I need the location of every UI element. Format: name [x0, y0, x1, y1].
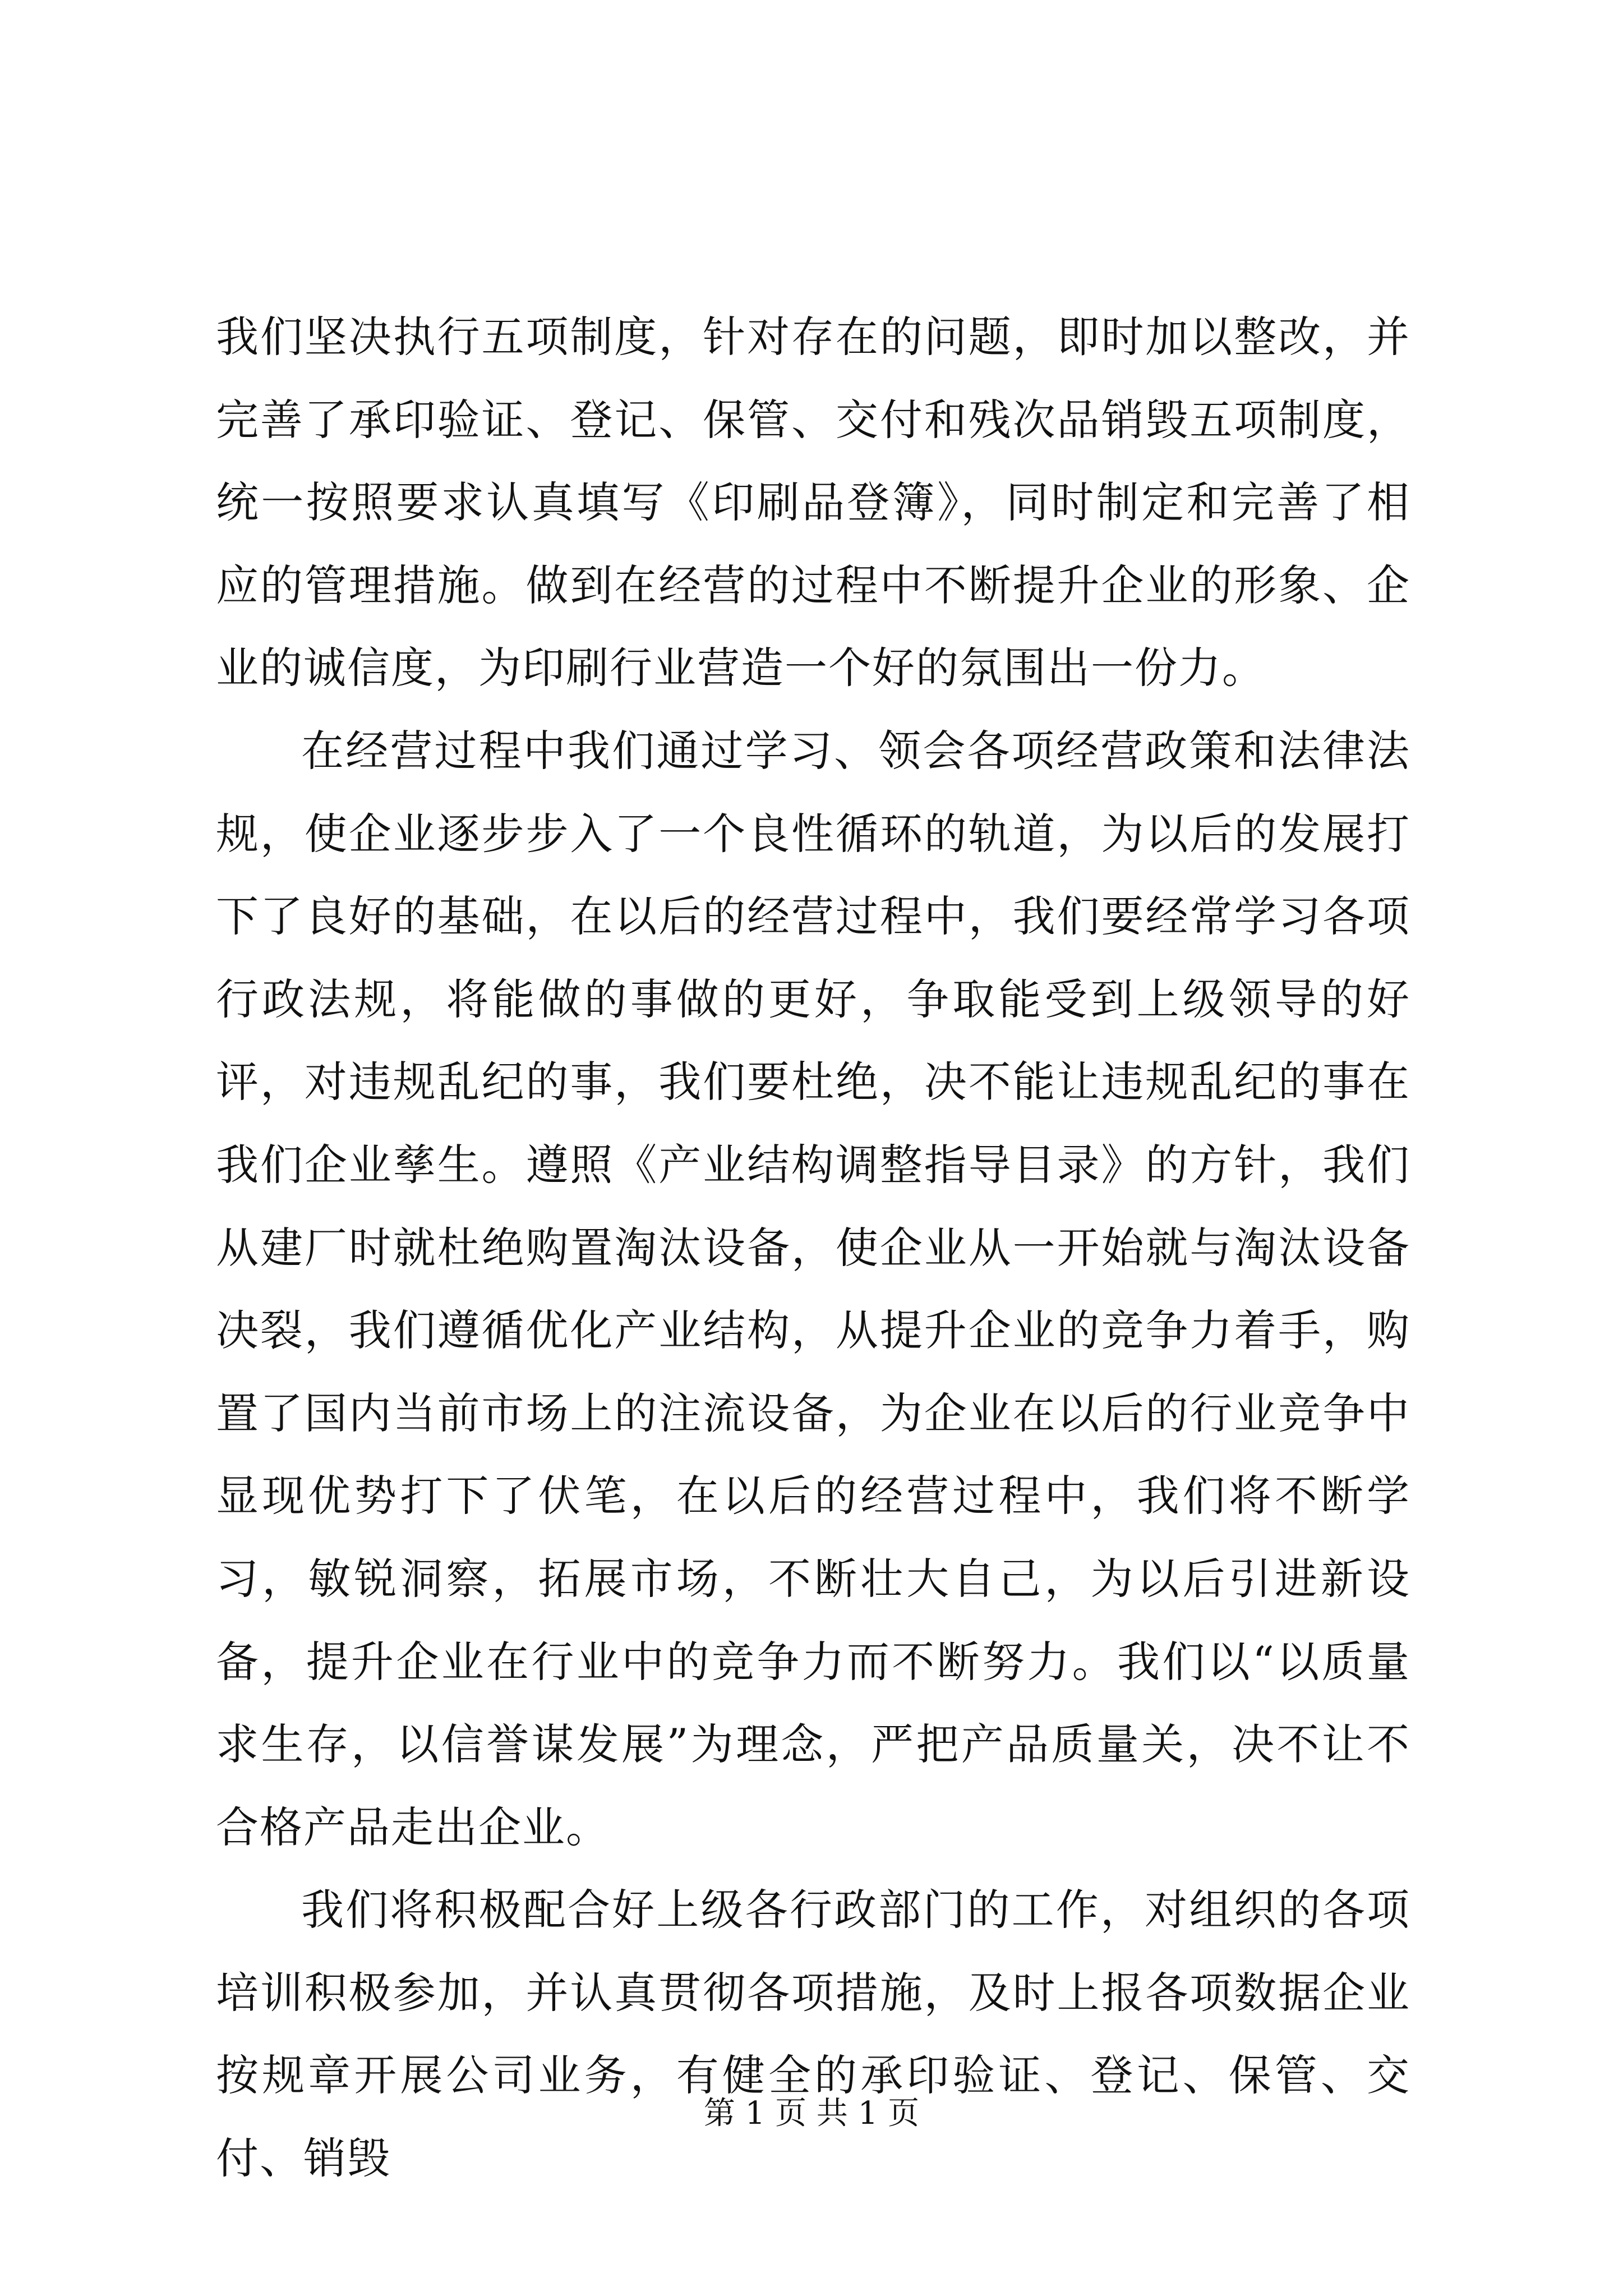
page-footer: 第 1 页 共 1 页	[703, 2095, 920, 2132]
paragraph-2: 在经营过程中我们通过学习、领会各项经营政策和法律法规，使企业逐步步入了一个良性循环的轨道，为以后的发展打下了良好的基础，在以后的经营过程中，我们要经常学习各项行政法规，将能做的事做的更好，争取能受到上级领导的好评，对违规乱纪的事，我们要杜绝，决不能让违规乱纪的事在我们企业孳生。遵照《产业结构调整指导目录》的方针，我们从建厂时就杜绝购置淘汰设备，使企业从一开始就与淘汰设备决裂，我们遵循优化产业结构，从提升企业的竞争力着手，购置了国内当前市场上的注流设备，为企业在以后的行业竞争中显现优势打下了伏笔，在以后的经营过程中，我们将不断学习，敏锐洞察，拓展市场，不断壮大自己，为以后引进新设备，提升企业在行业中的竞争力而不断努力。我们以“以质量求生存，以信誉谋发展”为理念，严把产品质量关，决不让不合格产品走出企业。	[216, 725, 1410, 1852]
paragraph-1: 我们坚决执行五项制度，针对存在的问题，即时加以整改，并完善了承印验证、登记、保管、交付和残次品销毁五项制度，统一按照要求认真填写《印刷品登簿》，同时制定和完善了相应的管理措施。做到在经营的过程中不断提升企业的形象、企业的诚信度，为印刷行业营造一个好的氛围出一份力。	[216, 312, 1410, 693]
document-body	[216, 296, 1410, 2200]
paragraph-3: 我们将积极配合好上级各行政部门的工作，对组织的各项培训积极参加，并认真贯彻各项措施，及时上报各项数据企业按规章开展公司业务，有健全的承印验证、登记、保管、交付、销毁	[216, 1885, 1410, 2184]
